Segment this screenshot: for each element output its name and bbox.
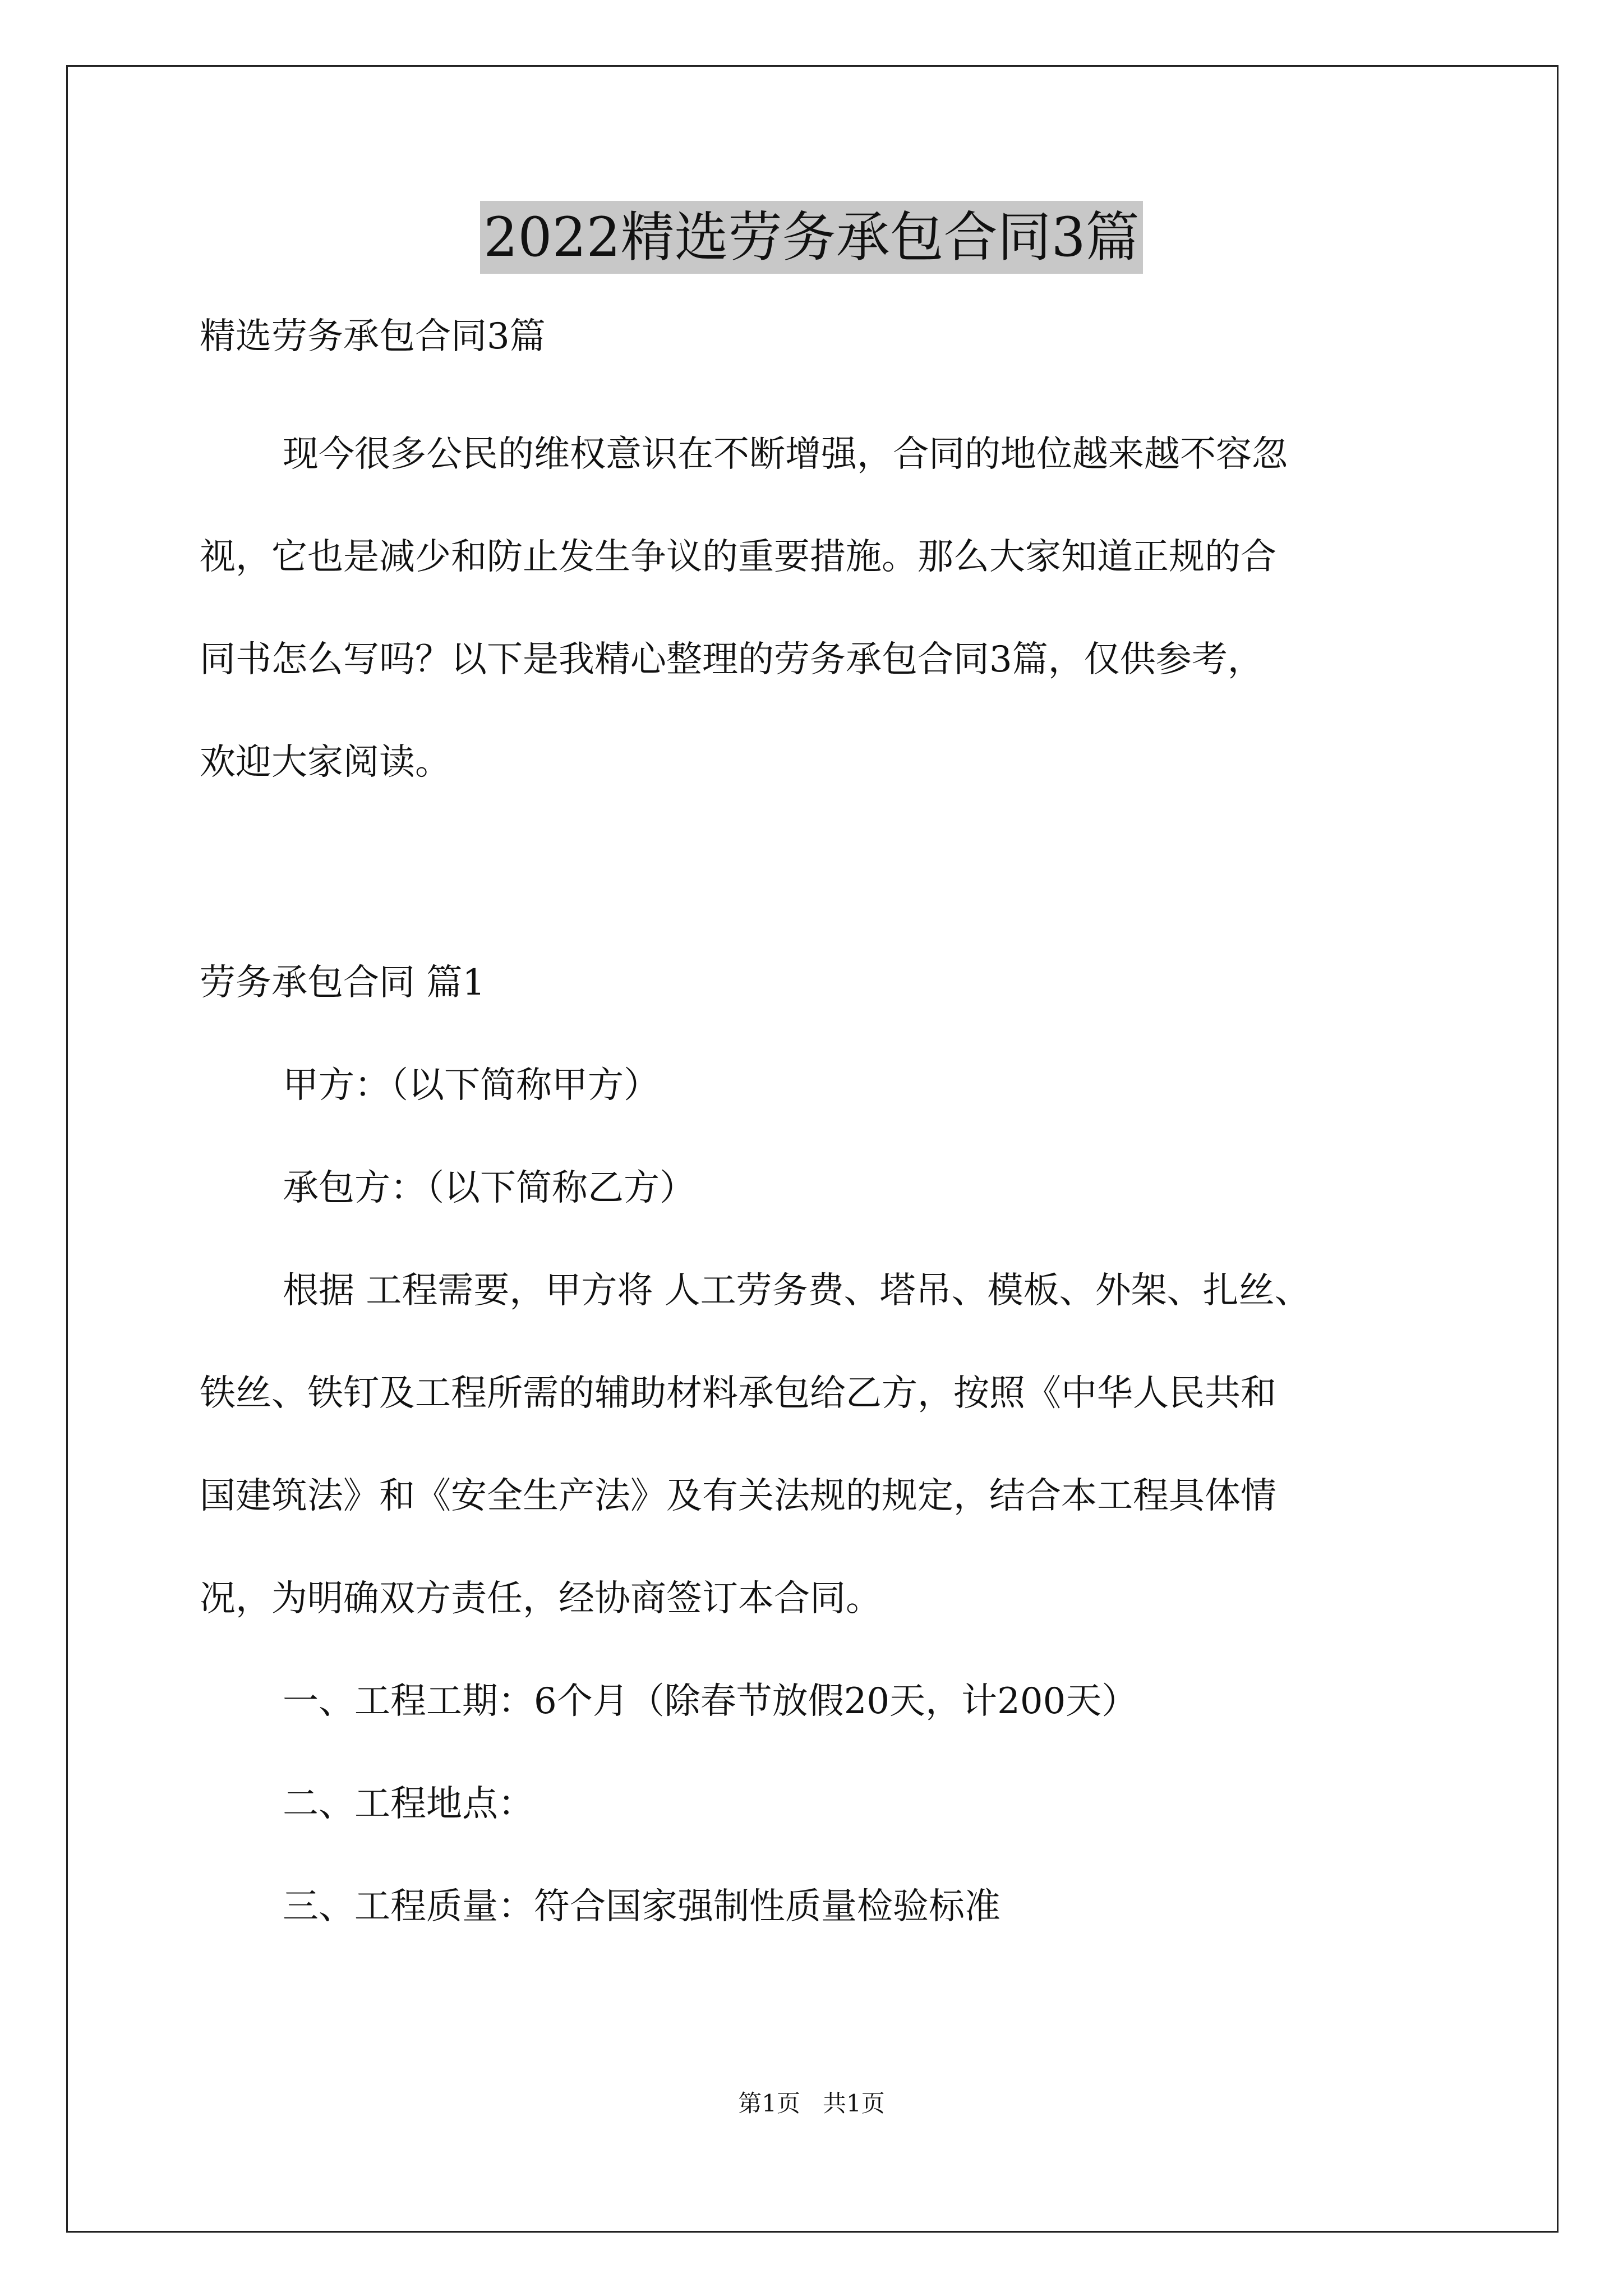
page-footer xyxy=(0,2088,1623,2119)
section-heading: 劳务承包合同 篇1 xyxy=(200,962,486,1004)
body-line: 铁丝、铁钉及工程所需的辅助材料承包给乙方，按照《中华人民共和 xyxy=(200,1373,1276,1414)
page-number: 第1页 xyxy=(738,2090,800,2117)
party-a-line: 甲方：（以下简称甲方） xyxy=(283,1065,660,1106)
party-b-line: 承包方：（以下简称乙方） xyxy=(283,1167,695,1209)
intro-line: 同书怎么写吗？以下是我精心整理的劳务承包合同3篇，仅供参考， xyxy=(200,639,1264,680)
intro-line: 视，它也是减少和防止发生争议的重要措施。那么大家知道正规的合 xyxy=(200,536,1276,578)
body-line: 况，为明确双方责任，经协商签订本合同。 xyxy=(200,1578,882,1619)
clause-line: 三、工程质量：符合国家强制性质量检验标准 xyxy=(283,1886,1000,1927)
page-total: 共1页 xyxy=(823,2090,885,2117)
document-subtitle: 精选劳务承包合同3篇 xyxy=(200,316,546,357)
title-container xyxy=(0,201,1623,274)
clause-line: 一、工程工期：6个月（除春节放假20天，计200天） xyxy=(283,1681,1138,1722)
document-title: 2022精选劳务承包合同3篇 xyxy=(480,201,1142,274)
clause-line: 二、工程地点： xyxy=(283,1783,534,1825)
intro-line: 欢迎大家阅读。 xyxy=(200,742,451,783)
body-line: 国建筑法》和《安全生产法》及有关法规的规定，结合本工程具体情 xyxy=(200,1475,1276,1517)
body-line: 根据 工程需要，甲方将 人工劳务费、塔吊、模板、外架、扎丝、 xyxy=(283,1270,1311,1312)
intro-line: 现今很多公民的维权意识在不断增强，合同的地位越来越不容忽 xyxy=(283,434,1288,475)
